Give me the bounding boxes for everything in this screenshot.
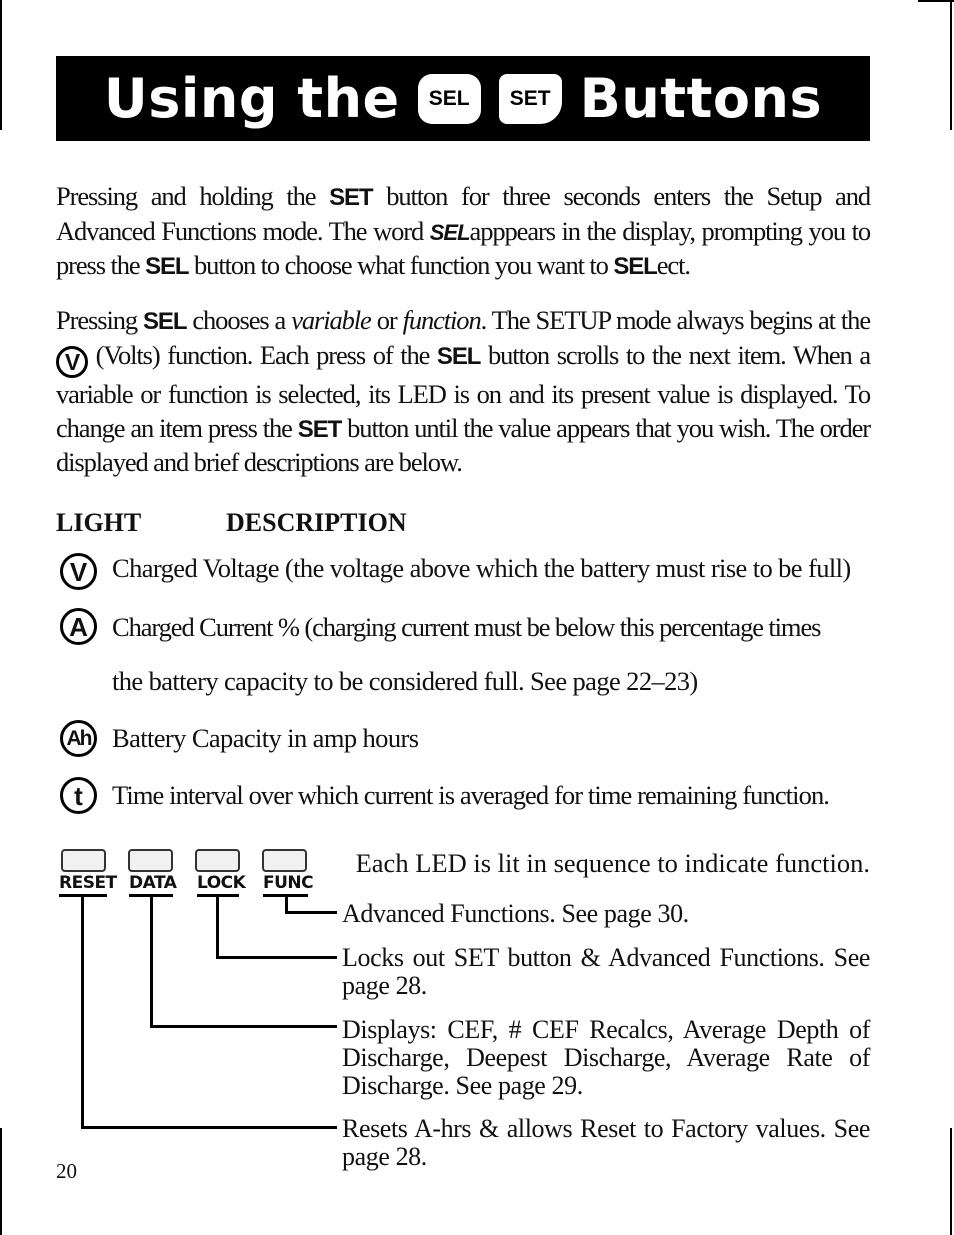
function-term: function <box>402 305 481 335</box>
set-button-icon: SET <box>499 74 562 124</box>
text: button until the value appears that you wish. The order displayed and brief descriptions are below. <box>56 412 870 477</box>
sel-keyword: SEL <box>143 308 187 335</box>
text: . The SETUP mode always begins at the <box>480 305 870 335</box>
text: button to choose what function you want to <box>194 250 608 280</box>
light-description: Battery Capacity in amp hours <box>112 723 419 753</box>
connector-line <box>150 897 153 1028</box>
func-led <box>262 849 307 872</box>
intro-paragraph <box>56 180 870 284</box>
crop-mark <box>0 0 2 130</box>
crop-mark <box>950 1128 952 1235</box>
page-title-banner <box>56 56 870 141</box>
lock-description: Locks out SET button & Advanced Functions. See page 28. <box>342 943 870 1000</box>
text: or <box>376 305 397 335</box>
lock-led-label: LOCK <box>197 873 239 897</box>
connector-line <box>150 1025 337 1028</box>
light-description: Charged Voltage (the voltage above which the battery must rise to be full) <box>112 553 851 583</box>
light-description: Charged Current % (charging current must be below this percentage times <box>112 612 821 642</box>
text: chooses a <box>192 305 286 335</box>
led-sequence-caption: Each LED is lit in sequence to indicate function. <box>355 848 870 878</box>
func-led-label: FUNC <box>263 873 308 897</box>
page-number: 20 <box>56 1159 77 1183</box>
sel-keyword: SEL <box>145 253 189 280</box>
time-icon: t <box>60 777 97 814</box>
data-description: Displays: CEF, # CEF Recalcs, Average Depth of Discharge, Deepest Discharge, Average Rate of Discharge. See page 29. <box>342 1015 870 1100</box>
reset-led <box>61 849 106 872</box>
light-description: Time interval over which current is averaged for time remaining function. <box>112 780 830 810</box>
light-description-continued: the battery capacity to be considered full. See page 22–23) <box>112 666 698 696</box>
text: Pressing <box>56 305 138 335</box>
variable-term: variable <box>291 305 371 335</box>
set-keyword: SET <box>297 415 342 443</box>
text: button scrolls to the next item. When a variable or function is selected, its LED is on and its present value is displayed. To change an item press the <box>56 339 870 443</box>
connector-line <box>81 1126 337 1129</box>
page-title-after: Buttons <box>579 67 823 130</box>
volts-icon: V <box>56 346 88 378</box>
text: ect. <box>656 250 690 280</box>
page-title-before: Using the <box>103 67 400 130</box>
description-column-header: DESCRIPTION <box>226 508 407 537</box>
amp-hours-icon: Ah <box>60 720 97 757</box>
connector-line <box>216 897 219 959</box>
data-led-label: DATA <box>129 873 173 897</box>
text: button for three seconds enters the Setup and Advanced Functions mode. The word <box>56 181 871 246</box>
crop-mark <box>918 0 954 2</box>
lock-led <box>195 849 240 872</box>
sel-button-icon: SEL <box>418 74 481 124</box>
setup-paragraph <box>56 304 870 480</box>
connector-line <box>285 911 337 914</box>
set-keyword: SET <box>329 184 373 211</box>
data-led <box>128 849 173 872</box>
amps-icon: A <box>60 608 97 645</box>
func-description: Advanced Functions. See page 30. <box>342 899 689 928</box>
reset-description: Resets A-hrs & allows Reset to Factory values. See page 28. <box>342 1114 870 1171</box>
text: apppears in the display, prompting you to press the <box>56 215 871 280</box>
sel-keyword: SEL <box>436 342 481 370</box>
reset-led-label: RESET <box>59 873 107 897</box>
crop-mark <box>950 0 952 130</box>
text: (Volts) function. Each press of the <box>95 339 430 370</box>
crop-mark <box>0 1128 2 1235</box>
text: Pressing and holding the <box>56 181 316 211</box>
connector-line <box>81 897 84 1129</box>
volts-icon: V <box>60 553 97 590</box>
sel-display-keyword: SEL <box>429 219 470 245</box>
sel-keyword: SEL <box>613 253 657 280</box>
connector-line <box>216 956 337 959</box>
light-column-header: LIGHT <box>56 508 142 537</box>
